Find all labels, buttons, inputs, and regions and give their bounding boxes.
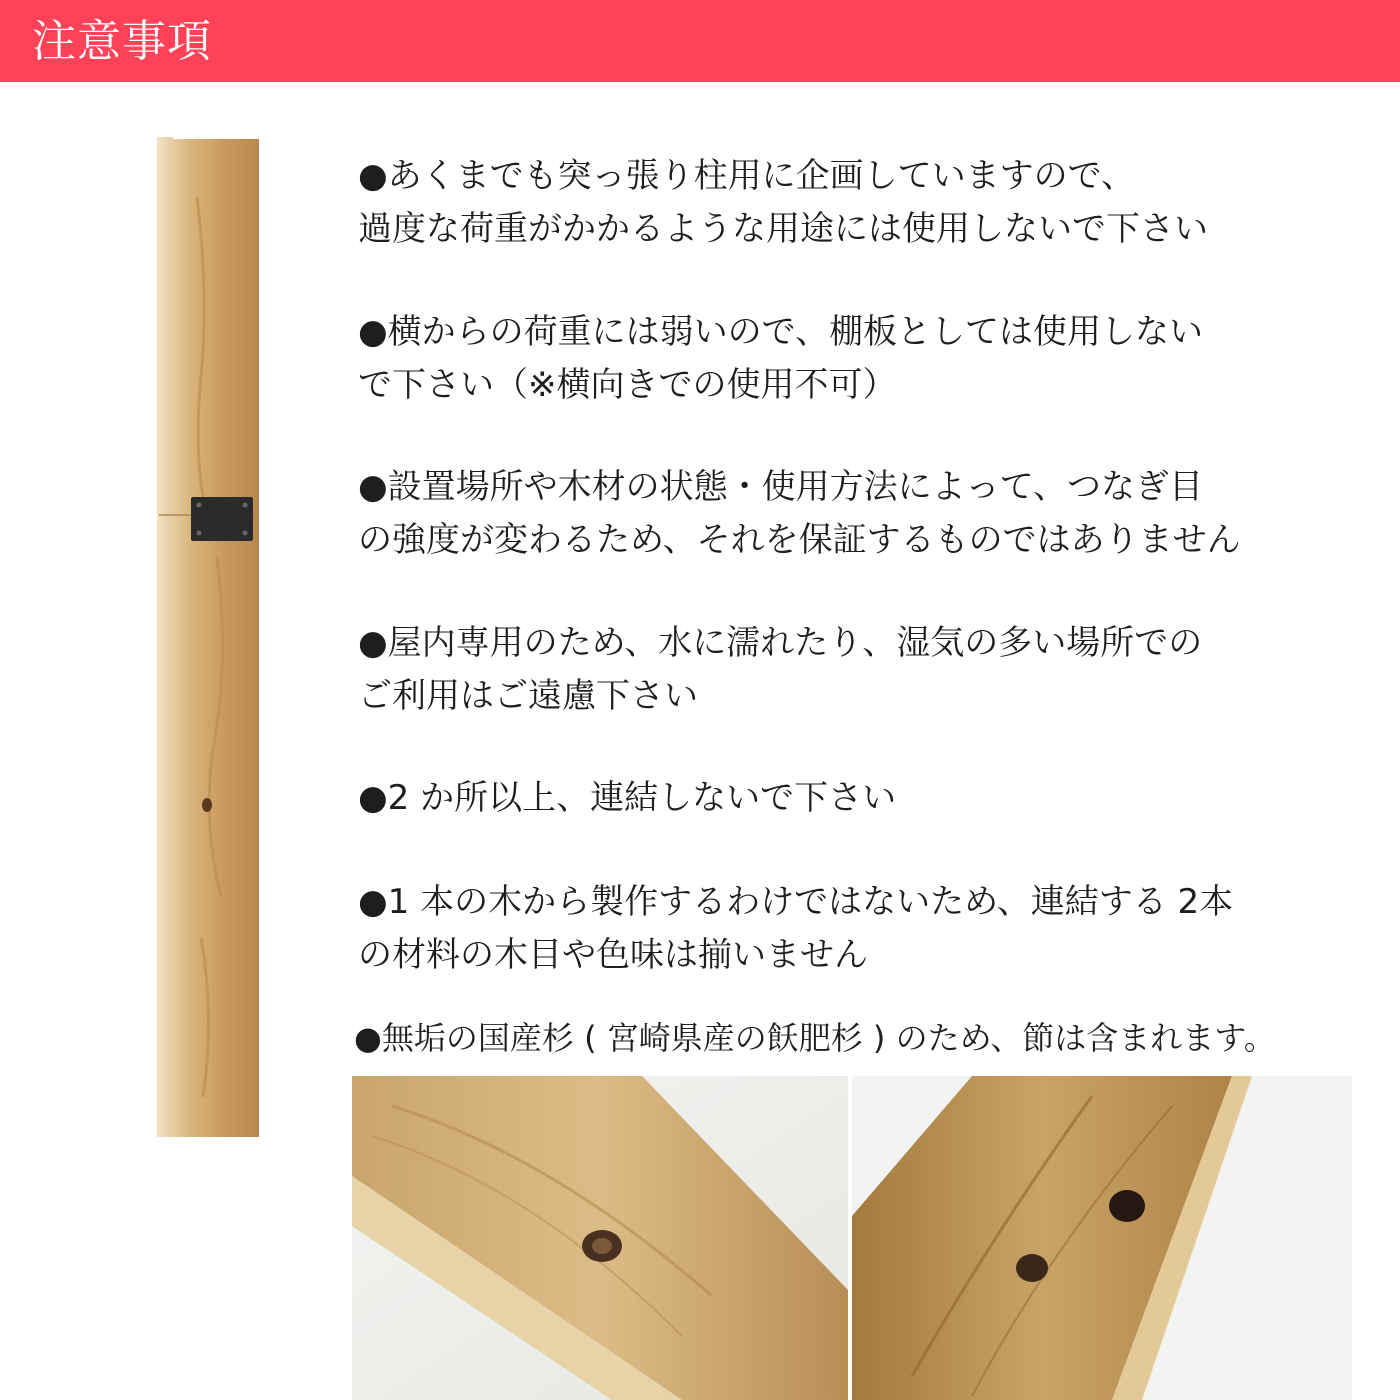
wood-knot-photos [352,1076,1352,1400]
note-item: ●設置場所や木材の状態・使用方法によって、つなぎ目 の強度が変わるため、それを保証するものではありません [358,467,1241,560]
wood-post-image [157,137,261,1142]
note-item: ●屋内専用のため、水に濡れたり、湿気の多い場所での ご利用はご遠慮下さい [358,623,1203,716]
note-item: ●無垢の国産杉 ( 宮崎県産の飫肥杉 ) のため、節は含まれます。 [354,1019,1276,1057]
page-title: 注意事項 [32,16,212,67]
note-item: ●横からの荷重には弱いので、棚板としては使用しない で下さい（※横向きでの使用不可） [358,312,1203,405]
header-bar [0,0,1400,82]
note-item: ●2 か所以上、連結しないで下さい [358,778,897,818]
note-item: ●1 本の木から製作するわけではないため、連結する 2本 の材料の木目や色味は揃いません [358,882,1234,975]
note-item: ●あくまでも突っ張り柱用に企画していますので、 過度な荷重がかかるような用途には使用しないで下さい [358,156,1208,249]
